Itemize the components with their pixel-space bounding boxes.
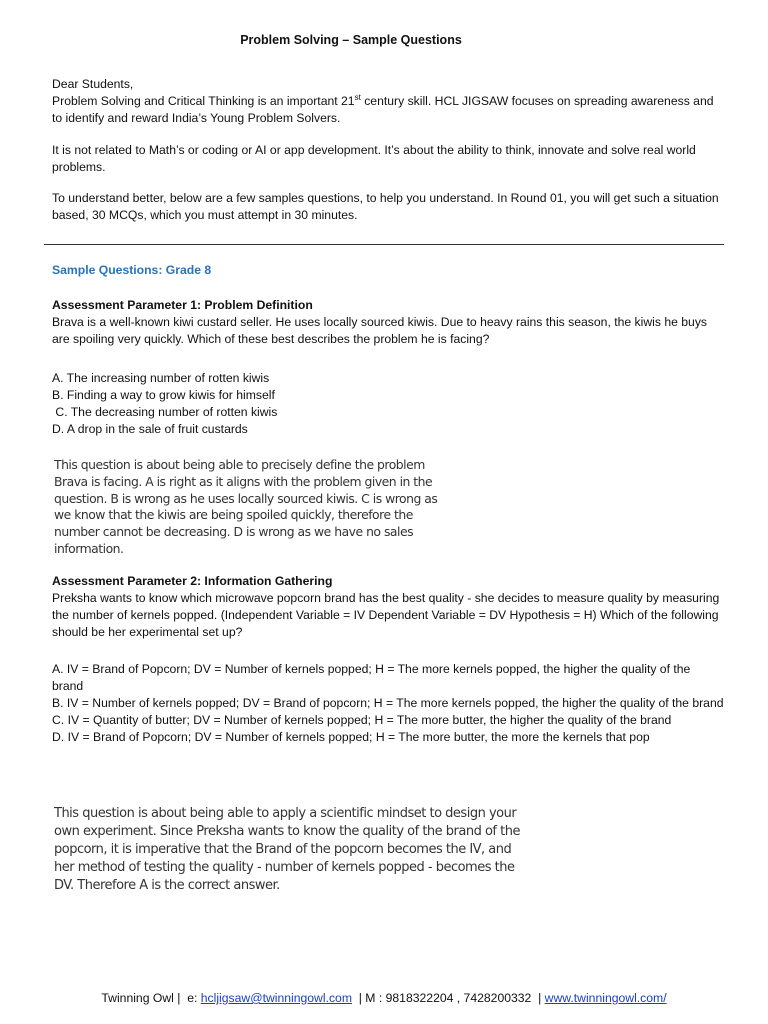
footer-org: Twinning Owl | e: [101,991,201,1005]
intro-paragraph-3: To understand better, below are a few samples questions, to help you understand. In Round 01, you will get such a situation based, 30 MCQs, which you must attempt in 30 minutes. [52,191,719,222]
section-heading: Sample Questions: Grade 8 [52,263,212,277]
q1-heading: Assessment Parameter 1: Problem Definition [52,298,313,312]
q2-option-b: B. IV = Number of kernels popped; DV = Brand of popcorn; H = The more kernels popped, the higher the quality of the brand [52,696,724,710]
q2-heading: Assessment Parameter 2: Information Gathering [52,574,333,588]
q2-question: Preksha wants to know which microwave popcorn brand has the best quality - she decides to measure quality by measuring the number of kernels popped. (Independent Variable = IV Dependent Variable = DV Hypothesis = H) Which of the following should be her experimental set up? [52,591,720,639]
q2-option-c: C. IV = Quantity of butter; DV = Number of kernels popped; H = The more butter, the higher the quality of the brand [52,713,672,727]
q1-option-d: D. A drop in the sale of fruit custards [52,422,248,436]
q2-option-a: A. IV = Brand of Popcorn; DV = Number of kernels popped; H = The more kernels popped, the higher the quality of the brand [52,662,691,693]
q1-option-c: C. The decreasing number of rotten kiwis [52,405,278,419]
footer-website-link[interactable]: www.twinningowl.com/ [544,991,667,1005]
q1-option-b: B. Finding a way to grow kiwis for himself [52,388,275,402]
intro-greeting-block [52,76,724,127]
intro-paragraph-2: It is not related to Math’s or coding or AI or app development. It’s about the ability to think, innovate and solve real world problems. [52,143,696,174]
question-2 [52,573,724,641]
footer-email-link[interactable]: hcljigsaw@twinningowl.com [200,991,352,1005]
q1-option-a: A. The increasing number of rotten kiwis [52,371,270,385]
greeting: Dear Students, [52,77,134,91]
question-1 [52,297,724,348]
section-divider [44,244,724,245]
q1-question: Brava is a well-known kiwi custard seller. He uses locally sourced kiwis. Due to heavy rains this season, the kiwis he buys are spoiling very quickly. Which of these best describes the problem he is facing? [52,315,708,346]
page-footer [0,990,768,1007]
q1-options [52,370,724,438]
q2-options [52,661,724,746]
intro-p1-text-continued: century skill. HCL JIGSAW focuses on spreading awareness and to identify and reward India’s Young Problem Solvers. [52,94,714,125]
q2-option-d: D. IV = Brand of Popcorn; DV = Number of kernels popped; H = The more butter, the more the kernels that pop [52,730,650,744]
intro-p1-text: Problem Solving and Critical Thinking is an important 21 [52,94,355,108]
intro-paragraph-1 [52,93,724,127]
page-title: Problem Solving – Sample Questions [240,33,462,47]
q2-explanation: This question is about being able to apply a scientific mindset to design your own experiment. Since Preksha wants to know the quality of the brand of the popcorn, it is imperative that the Brand of the popcorn becomes the IV, and her method of testing the quality - number of kernels popped - becomes the DV. Therefore A is the correct answer. [54,806,520,893]
intro-p1-superscript: st [354,92,361,102]
q1-explanation: This question is about being able to precisely define the problem Brava is facing. A is right as it aligns with the problem given in the question. B is wrong as he uses locally sourced kiwis. C is wrong as we know that the kiwis are being spoiled quickly, therefore the number cannot be decreasing. D is wrong as we have no sales information. [54,457,438,556]
footer-mobile: | M : 9818322204 , 7428200332 | [351,991,545,1005]
